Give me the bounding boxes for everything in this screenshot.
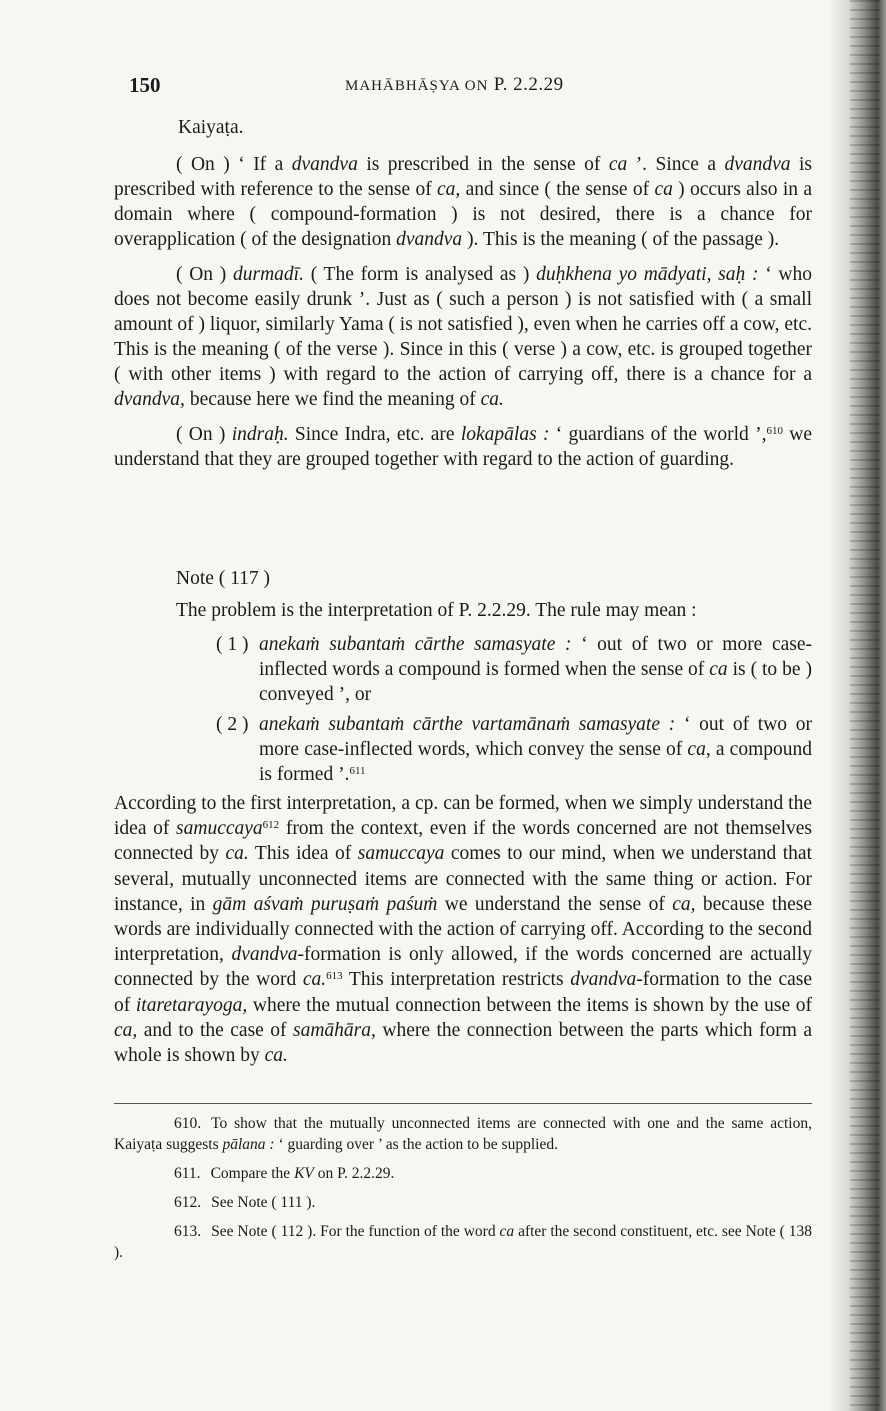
commentary-block <box>114 152 812 472</box>
item-number: ( 2 ) <box>216 714 249 735</box>
footnote-612: 612. See Note ( 111 ). <box>174 1194 316 1211</box>
paragraph-indrah: ( On ) indraḥ. Since Indra, etc. are lokapālas : ‘ guardians of the world ’,$^{610}$ we understand that they are grouped together with regard to the action of guarding. <box>114 424 813 470</box>
scanned-page-edge-texture <box>850 0 880 1411</box>
footnote-613: 613. See Note ( 112 ). For the function of the word ca after the second constituent, etc. see Note ( 138 ). <box>114 1223 812 1261</box>
running-header-title: MAHĀBHĀṢYA ON <box>345 78 489 94</box>
item-text: anekaṁ subantaṁ cārthe vartamānaṁ samasyate : ‘ out of two or more case-inflected words, which convey the sense of ca, a compound is formed ’.$^{611}$ <box>259 714 813 785</box>
paragraph-dvandva: ( On ) ‘ If a dvandva is prescribed in the sense of ca ’. Since a dvandva is prescribed with reference to the sense of ca, and since ( the sense of ca ) occurs also in a domain where ( compound-formation ) is not desired, there is a chance for overapplication ( of the designation dvandva ). This is the meaning ( of the passage ). <box>114 154 812 250</box>
note-heading: Note ( 117 ) <box>176 568 271 589</box>
item-number: ( 1 ) <box>216 634 249 655</box>
footnote-610: 610. To show that the mutually unconnected items are connected with one and the same action, Kaiyaṭa suggests pālana : ‘ guarding over ’ as the action to be supplied. <box>114 1115 812 1153</box>
note-intro: The problem is the interpretation of P. 2.2.29. The rule may mean : <box>176 600 697 621</box>
running-header <box>345 74 564 96</box>
footnote-611: 611. Compare the KV on P. 2.2.29. <box>174 1165 395 1182</box>
running-header-ref: P. 2.2.29 <box>493 74 564 95</box>
interpretation-discussion: According to the first interpretation, a cp. can be formed, when we simply understand the idea of samuccaya$^{612}$ from the context, even if the words concerned are not themselves connected by ca. This idea of samuccaya comes to our mind, when we understand that several, mutually unconnected items are connected with the same thing or action. For instance, in gām aśvaṁ puruṣaṁ paśuṁ we understand the sense of ca, because these words are individually connected with the action of carrying off. According to the second interpretation, dvandva-formation is only allowed, if the words concerned are actually connected by the word ca.$^{613}$ This interpretation restricts dvandva-formation to the case of itaretarayoga, where the mutual connection between the items is shown by the use of ca, and to the case of samāhāra, where the connection between the parts which form a whole is shown by ca. <box>114 793 813 1067</box>
footnote-divider <box>114 1103 812 1104</box>
footnote-ref-611: 611 <box>349 765 366 777</box>
item-text: anekaṁ subantaṁ cārthe samasyate : ‘ out of two or more case-inflected words a compound is formed when the sense of ca is ( to be ) conveyed ’, or <box>259 634 812 705</box>
footnote-ref-610: 610 <box>766 425 783 437</box>
footnote-ref-612: 612 <box>262 819 280 832</box>
page-number: 150 <box>129 73 161 97</box>
commentator-label: Kaiyaṭa. <box>178 117 244 138</box>
footnote-ref-613: 613 <box>326 970 343 983</box>
paragraph-durmadi: ( On ) durmadī. ( The form is analysed as ) duḥkhena yo mādyati, saḥ : ‘ who does not become easily drunk ’. Just as ( such a person ) is not satisfied with ( a small amount of ) liquor, similarly Yama ( is not satisfied ), even when he carries off a cow, etc. This is the meaning ( of the verse ). Since in this ( verse ) a cow, etc. is grouped together ( with other items ) with regard to the action of carrying off, there is a chance for a dvandva, because here we find the meaning of ca. <box>114 264 813 410</box>
